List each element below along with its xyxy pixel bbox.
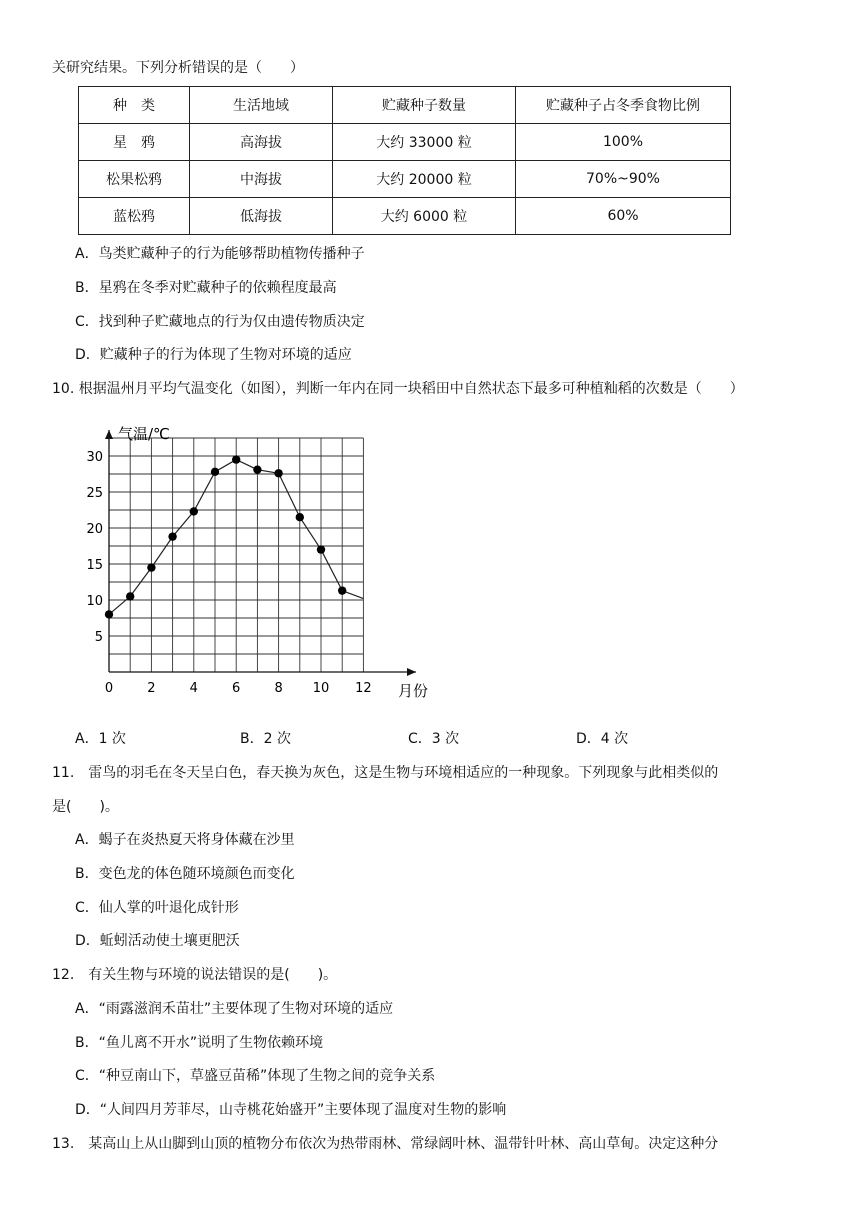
temperature-chart — [80, 418, 440, 708]
y-tick-label: 20 — [86, 522, 103, 537]
table-cell: 松果松鸦 — [79, 161, 190, 198]
y-axis-label: 气温/℃ — [118, 425, 170, 443]
data-point — [126, 592, 134, 600]
data-point — [296, 513, 304, 521]
x-tick-label: 10 — [312, 681, 330, 696]
data-point — [253, 465, 261, 473]
q9-option-b: B．星鸦在冬季对贮藏种子的依赖程度最高 — [75, 280, 337, 296]
q10-stem: 10. 根据温州月平均气温变化（如图），判断一年内在同一块稻田中自然状态下最多可种植籼稻的次数是（ ） — [52, 381, 744, 397]
table-cell: 中海拔 — [190, 161, 333, 198]
table-header-cell: 种 类 — [79, 87, 190, 124]
q12-option-b: B．“鱼儿离不开水”说明了生物依赖环境 — [75, 1035, 324, 1051]
table-row — [79, 124, 731, 161]
table-cell: 高海拔 — [190, 124, 333, 161]
table-header-cell: 贮藏种子占冬季食物比例 — [516, 87, 731, 124]
y-tick-label: 30 — [86, 450, 103, 465]
x-tick-label: 2 — [147, 681, 156, 696]
x-tick-label: 8 — [274, 681, 283, 696]
q11-option-a: A．蝎子在炎热夏天将身体藏在沙里 — [75, 832, 295, 848]
q9-lead-text: 关研究结果。下列分析错误的是（ ） — [52, 60, 304, 76]
x-tick-label: 12 — [355, 681, 372, 696]
x-tick-label: 6 — [232, 681, 241, 696]
x-axis-arrow — [407, 668, 416, 676]
table-cell: 星 鸦 — [79, 124, 190, 161]
q10-option-a: A．1 次 — [75, 731, 126, 747]
table-header-row — [79, 87, 731, 124]
q12-option-d: D．“人间四月芳菲尽，山寺桃花始盛开”主要体现了温度对生物的影响 — [75, 1102, 507, 1118]
table-cell: 60% — [516, 198, 731, 235]
q12-option-a: A．“雨露滋润禾苗壮”主要体现了生物对环境的适应 — [75, 1001, 394, 1017]
table-cell: 70%~90% — [516, 161, 731, 198]
q12-option-c: C．“种豆南山下，草盛豆苗稀”体现了生物之间的竞争关系 — [75, 1068, 436, 1084]
data-point — [147, 563, 155, 571]
x-tick-label: 4 — [189, 681, 198, 696]
q11-option-c: C．仙人掌的叶退化成针形 — [75, 900, 239, 916]
data-point — [190, 507, 198, 515]
data-point — [211, 468, 219, 476]
table-cell: 蓝松鸦 — [79, 198, 190, 235]
x-tick-label: 0 — [104, 681, 114, 696]
seed-storage-table — [78, 86, 731, 235]
chart-series — [105, 455, 364, 618]
q9-option-c: C．找到种子贮藏地点的行为仅由遗传物质决定 — [75, 314, 365, 330]
chart-ticks — [86, 450, 371, 696]
y-axis-arrow — [105, 430, 113, 439]
q10-option-d: D．4 次 — [576, 731, 629, 747]
q10-option-c: C．3 次 — [408, 731, 460, 747]
table-cell: 100% — [516, 124, 731, 161]
q9-option-a: A．鸟类贮藏种子的行为能够帮助植物传播种子 — [75, 246, 365, 262]
chart-grid — [109, 438, 363, 672]
data-point — [274, 469, 282, 477]
data-point — [168, 532, 176, 540]
q10-option-b: B．2 次 — [240, 731, 291, 747]
data-point — [338, 586, 346, 594]
x-axis-label: 月份 — [398, 682, 429, 700]
q11-option-b: B．变色龙的体色随环境颜色而变化 — [75, 866, 295, 882]
table-row — [79, 161, 731, 198]
table-cell: 大约 6000 粒 — [333, 198, 516, 235]
y-tick-label: 5 — [94, 630, 103, 645]
table-cell: 大约 20000 粒 — [333, 161, 516, 198]
table-row — [79, 198, 731, 235]
q11-stem-line1: 11. 雷鸟的羽毛在冬天呈白色，春天换为灰色，这是生物与环境相适应的一种现象。下列现象与此相类似的 — [52, 765, 719, 781]
table-header-cell: 贮藏种子数量 — [333, 87, 516, 124]
q12-stem: 12. 有关生物与环境的说法错误的是( )。 — [52, 967, 338, 983]
q11-option-d: D．蚯蚓活动使土壤更肥沃 — [75, 933, 240, 949]
data-point — [317, 545, 325, 553]
data-point — [232, 455, 240, 463]
q13-stem: 13. 某高山上从山脚到山顶的植物分布依次为热带雨林、常绿阔叶林、温带针叶林、高山草甸。决定这种分 — [52, 1136, 719, 1152]
data-point — [105, 610, 113, 618]
table-cell: 大约 33000 粒 — [333, 124, 516, 161]
y-tick-label: 25 — [86, 486, 103, 501]
y-tick-label: 10 — [86, 594, 103, 609]
table-header-cell: 生活地域 — [190, 87, 333, 124]
y-tick-label: 15 — [86, 558, 103, 573]
q11-stem-line2: 是( )。 — [52, 799, 119, 815]
table-cell: 低海拔 — [190, 198, 333, 235]
q9-option-d: D．贮藏种子的行为体现了生物对环境的适应 — [75, 347, 352, 363]
